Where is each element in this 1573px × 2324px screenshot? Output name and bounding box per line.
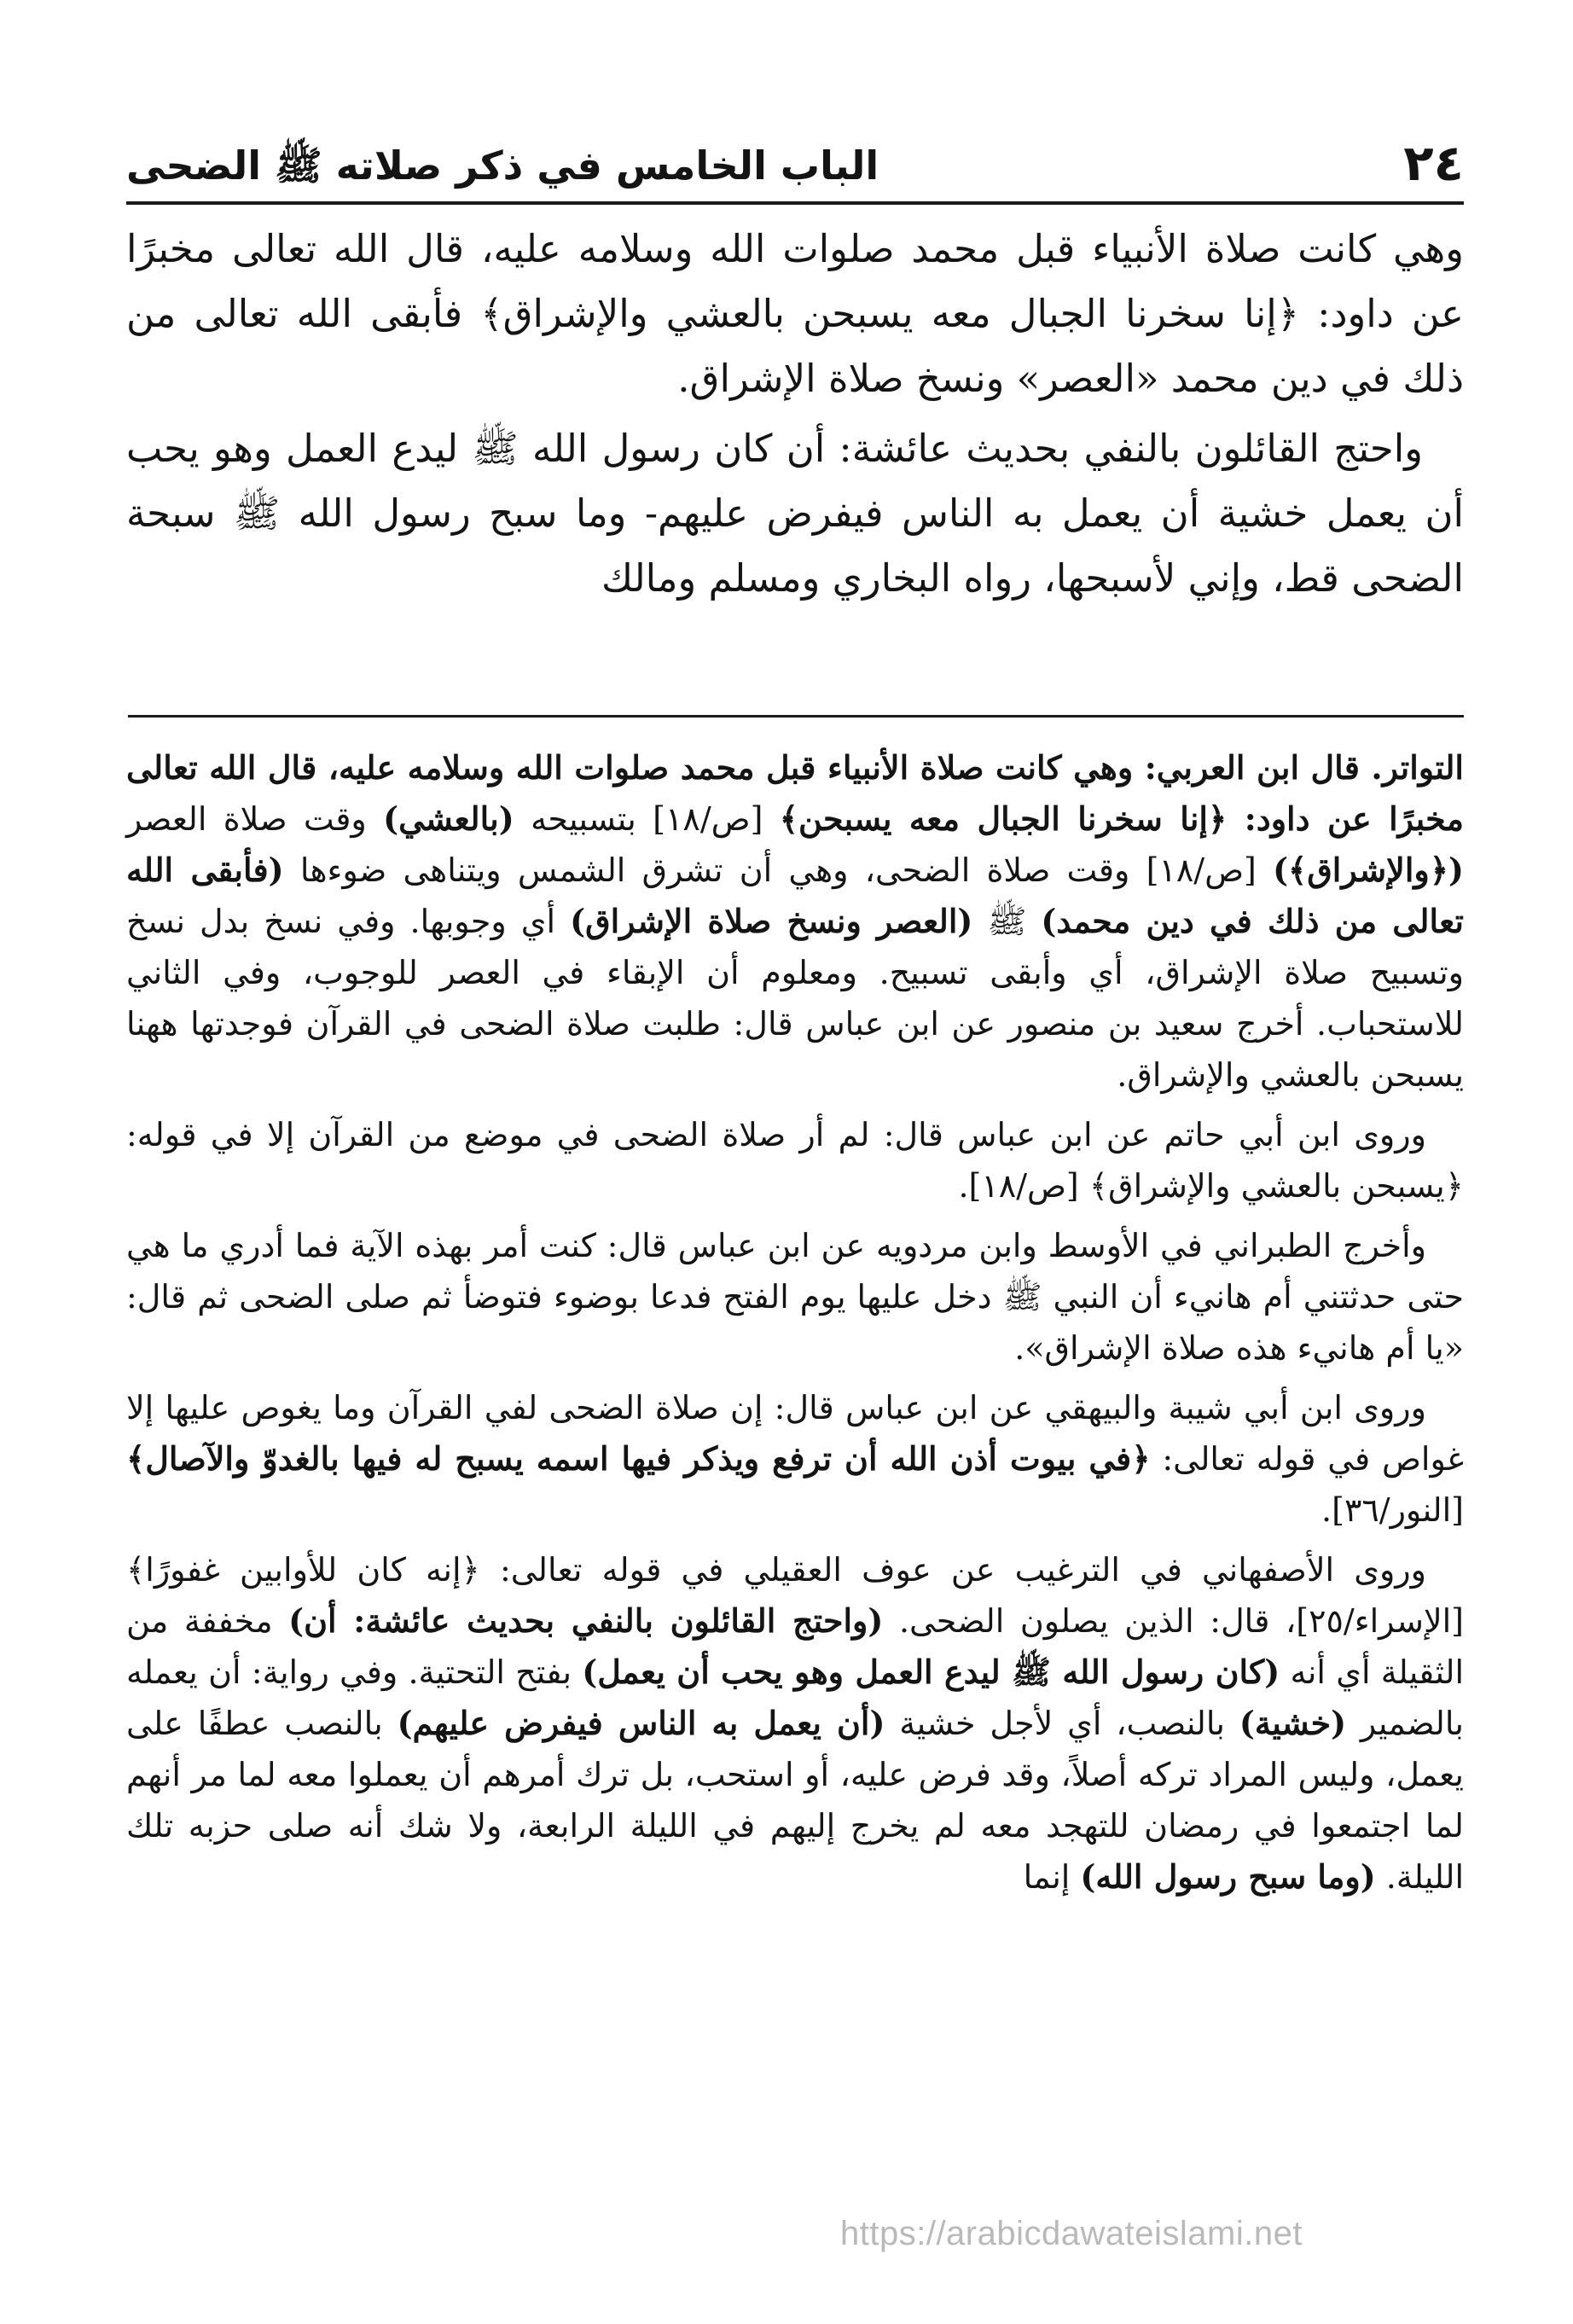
page-header bbox=[126, 128, 1464, 205]
bold-segment: (كان رسول الله ﷺ ليدع العمل وهو يحب أن يعمل) bbox=[582, 1653, 1280, 1691]
commentary-text bbox=[126, 742, 1464, 1911]
text-segment: وروى الأصفهاني في الترغيب عن عوف العقيلي في قوله تعالى: ﴿إنه كان للأوابين غفورًا﴾ [الإسراء/٢٥]، قال: الذين يصلون الضحى. bbox=[126, 1551, 1464, 1640]
text-segment: [النور/٣٦]. bbox=[1321, 1491, 1464, 1529]
commentary-paragraph: وأخرج الطبراني في الأوسط وابن مردويه عن ابن عباس قال: كنت أمر بهذه الآية فما أدري ما هي حتى حدثتني أم هانيء أن النبي ﷺ دخل عليها يوم الفتح فدعا بوضوء فتوضأ ثم صلى الضحى ثم قال: «يا أم هانيء هذه صلاة الإشراق». bbox=[126, 1227, 1464, 1367]
page-number: ٢٤ bbox=[1403, 134, 1464, 192]
text-segment: بفتح التحتية. وفي رواية: أن يعمله بالضمير bbox=[126, 1653, 1464, 1742]
text-segment: بالنصب، أي لأجل خشية bbox=[885, 1705, 1239, 1742]
text-segment: ﷺ bbox=[972, 903, 1042, 940]
bold-segment: (﴿والإشراق﴾) bbox=[1273, 851, 1464, 889]
bold-segment: (العصر ونسخ صلاة الإشراق) bbox=[570, 902, 973, 940]
bold-segment: (خشية) bbox=[1239, 1704, 1347, 1742]
bold-segment: (أن يعمل به الناس فيفرض عليهم) bbox=[397, 1704, 885, 1742]
bold-segment: (بالعشي) bbox=[383, 799, 514, 838]
main-text bbox=[126, 217, 1464, 616]
text-segment: أي وجوبها. وفي نسخ بدل نسخ وتسبيح صلاة الإشراق، أي وأبقى تسبيح. ومعلوم أن الإبقاء في العصر للوجوب، وفي الثاني للاستحباب. أخرج سعيد بن منصور عن ابن عباس قال: طلبت صلاة الضحى في القرآن فوجدتها ههنا يسبحن بالعشي والإشراق. bbox=[126, 903, 1464, 1094]
text-segment: إنما bbox=[1023, 1858, 1081, 1896]
footnote-separator bbox=[128, 715, 1464, 718]
bold-segment: التواتر. قال ابن العربي: وهي كانت صلاة الأنبياء قبل محمد صلوات الله وسلامه عليه، قال الله تعالى مخبرًا عن داود: ﴿إنا سخرنا الجبال معه يسبحن﴾ bbox=[126, 748, 1464, 838]
commentary-paragraph bbox=[126, 1382, 1464, 1536]
bold-segment: ﴿في بيوت أذن الله أن ترفع ويذكر فيها اسمه يسبح له فيها بالغدوّ والآصال﴾ bbox=[126, 1439, 1151, 1478]
commentary-paragraph bbox=[126, 1544, 1464, 1903]
running-title: الباب الخامس في ذكر صلاته ﷺ الضحى bbox=[126, 142, 879, 189]
commentary-paragraph: وروى ابن أبي حاتم عن ابن عباس قال: لم أر صلاة الضحى في موضع من القرآن إلا في قوله: ﴿يسبحن بالعشي والإشراق﴾ [ص/١٨]. bbox=[126, 1116, 1464, 1205]
text-segment: بالنصب عطفًا على يعمل، وليس المراد تركه أصلاً، وقد فرض عليه، أو استحب، بل ترك أمرهم أن يعملوا معه لما مر أنهم لما اجتمعوا في رمضان للتهجد معه لم يخرج إليهم في الليلة الرابعة، ولا شك أنه صلى حزبه تلك الليلة. bbox=[126, 1705, 1464, 1896]
bold-segment: (فأبقى الله تعالى من ذلك في دين محمد) bbox=[126, 851, 1464, 940]
text-segment: وقت صلاة العصر bbox=[126, 800, 384, 838]
text-segment: [ص/١٨] بتسبيحه bbox=[514, 800, 780, 838]
bold-segment: (واحتج القائلون بالنفي بحديث عائشة: أن) bbox=[288, 1601, 884, 1640]
text-segment: وروى ابن أبي شيبة والبيهقي عن ابن عباس قال: إن صلاة الضحى لفي القرآن وما يغوص عليها إلا غواص في قوله تعالى: bbox=[126, 1389, 1464, 1478]
text-segment: مخففة من الثقيلة أي أنه bbox=[126, 1602, 1465, 1691]
main-paragraph: وهي كانت صلاة الأنبياء قبل محمد صلوات الله وسلامه عليه، قال الله تعالى مخبرًا عن داود: ﴿إنا سخرنا الجبال معه يسبحن بالعشي والإشراق﴾ فأبقى الله تعالى من ذلك في دين محمد «العصر» ونسخ صلاة الإشراق. bbox=[126, 226, 1464, 401]
bold-segment: (وما سبح رسول الله) bbox=[1080, 1857, 1376, 1896]
text-segment: [ص/١٨] وقت صلاة الضحى، وهي أن تشرق الشمس ويتناهى ضوءها bbox=[283, 851, 1274, 889]
watermark: https://arabicdawateislami.net bbox=[840, 2215, 1303, 2252]
main-paragraph: واحتج القائلون بالنفي بحديث عائشة: أن كان رسول الله ﷺ ليدع العمل وهو يحب أن يعمل خشية أن يعمل به الناس فيفرض عليهم- وما سبح رسول الله ﷺ سبحة الضحى قط، وإني لأسبحها، رواه البخاري ومسلم ومالك bbox=[126, 426, 1464, 601]
commentary-paragraph bbox=[126, 742, 1464, 1101]
